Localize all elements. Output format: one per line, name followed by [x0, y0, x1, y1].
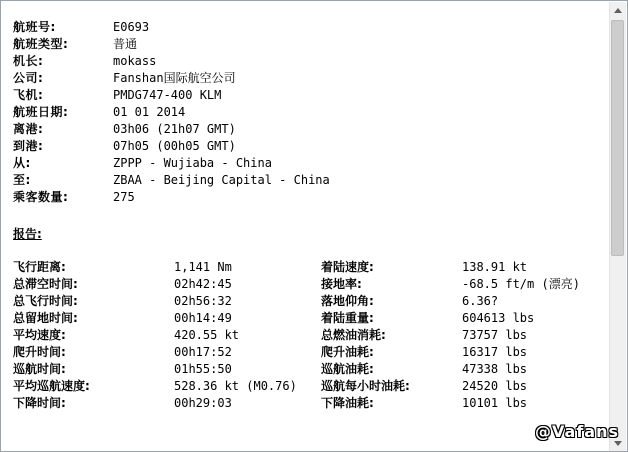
- flight-report-content: [13, 19, 603, 410]
- flight-info-value: Fanshan国际航空公司: [113, 71, 236, 85]
- flight-info-value: ZPPP - Wujiaba - China: [113, 156, 272, 170]
- stat-label: 飞行距离:: [13, 260, 66, 274]
- flight-info-list: [13, 19, 603, 206]
- vertical-scrollbar[interactable]: [609, 2, 626, 452]
- stat-value: 138.91 kt: [462, 260, 528, 274]
- flight-info-row: [13, 172, 603, 189]
- flight-info-label: 乘客数量:: [13, 190, 69, 204]
- stat-label: 总滞空时间:: [13, 277, 78, 291]
- report-stat-row: [13, 259, 613, 276]
- flight-info-row: [13, 189, 603, 206]
- flight-info-row: [13, 155, 603, 172]
- report-stat-row: [13, 293, 613, 310]
- flight-info-label: 公司:: [13, 71, 44, 85]
- flight-info-row: [13, 19, 603, 36]
- stat-value: 604613 lbs: [462, 311, 535, 325]
- stat-value: 24520 lbs: [462, 379, 528, 393]
- flight-info-label: 航班日期:: [13, 105, 69, 119]
- stat-label: 平均速度:: [13, 328, 66, 342]
- flight-info-value: 普通: [113, 37, 138, 51]
- flight-info-row: [13, 121, 603, 138]
- flight-info-value: mokass: [113, 54, 157, 68]
- stat-label: 下降时间:: [13, 396, 66, 410]
- flight-info-row: [13, 70, 603, 87]
- stat-label: 着陆重量:: [321, 311, 374, 325]
- down-arrow-icon: [614, 441, 622, 446]
- partially-visible-line: [13, 442, 17, 452]
- flight-info-row: [13, 87, 603, 104]
- report-stat-row: [13, 378, 613, 395]
- stat-label: 爬升时间:: [13, 345, 66, 359]
- flight-info-value: PMDG747-400 KLM: [113, 88, 222, 102]
- stat-value: 6.36?: [462, 294, 499, 308]
- stat-value: 73757 lbs: [462, 328, 528, 342]
- stat-value: 00h14:49: [174, 311, 232, 325]
- stat-value: 00h17:52: [174, 345, 232, 359]
- watermark-text: @Vafans: [535, 422, 619, 441]
- stat-value: 47338 lbs: [462, 362, 528, 376]
- flight-info-value: 275: [113, 190, 135, 204]
- stat-label: 巡航油耗:: [321, 362, 374, 376]
- stat-label: 爬升油耗:: [321, 345, 374, 359]
- flight-info-value: 07h05 (00h05 GMT): [113, 139, 236, 153]
- flight-info-row: [13, 53, 603, 70]
- flight-info-row: [13, 104, 603, 121]
- stat-value: 02h42:45: [174, 277, 232, 291]
- stat-value: -68.5 ft/m (漂亮): [462, 277, 580, 291]
- flight-info-label: 航班号:: [13, 20, 56, 34]
- report-stat-row: [13, 327, 613, 344]
- flight-info-value: 03h06 (21h07 GMT): [113, 122, 236, 136]
- report-heading: 报告:: [13, 227, 42, 241]
- stat-label: 总留地时间:: [13, 311, 78, 325]
- stat-value: 1,141 Nm: [174, 260, 232, 274]
- stat-value: 528.36 kt (M0.76): [174, 379, 297, 393]
- stat-label: 巡航每小时油耗:: [321, 379, 410, 393]
- flight-info-value: 01 01 2014: [113, 105, 186, 119]
- stat-label: 平均巡航速度:: [13, 379, 90, 393]
- flight-info-value: ZBAA - Beijing Capital - China: [113, 173, 330, 187]
- report-stat-row: [13, 395, 613, 412]
- flight-info-label: 至:: [13, 173, 31, 187]
- report-stat-row: [13, 310, 613, 327]
- scroll-up-button[interactable]: [610, 2, 626, 19]
- stat-label: 巡航时间:: [13, 362, 66, 376]
- stat-value: 00h29:03: [174, 396, 232, 410]
- stat-label: 总燃油消耗:: [321, 328, 386, 342]
- report-stat-row: [13, 344, 613, 361]
- stat-value: 10101 lbs: [462, 396, 528, 410]
- flight-info-label: 飞机:: [13, 88, 44, 102]
- flight-info-label: 到港:: [13, 139, 44, 153]
- report-stat-row: [13, 361, 613, 378]
- flight-info-label: 从:: [13, 156, 31, 170]
- flight-info-label: 航班类型:: [13, 37, 69, 51]
- flight-info-row: [13, 36, 603, 53]
- stat-value: 420.55 kt: [174, 328, 240, 342]
- flight-info-row: [13, 138, 603, 155]
- up-arrow-icon: [614, 8, 622, 13]
- stat-label: 落地仰角:: [321, 294, 374, 308]
- stat-label: 着陆速度:: [321, 260, 374, 274]
- stat-label: 总飞行时间:: [13, 294, 78, 308]
- scrollbar-thumb[interactable]: [611, 20, 624, 256]
- stat-value: 01h55:50: [174, 362, 232, 376]
- flight-info-label: 离港:: [13, 122, 44, 136]
- stat-label: 下降油耗:: [321, 396, 374, 410]
- report-stats-table: [13, 259, 613, 412]
- stat-value: 16317 lbs: [462, 345, 528, 359]
- flight-info-label: 机长:: [13, 54, 44, 68]
- stat-value: 02h56:32: [174, 294, 232, 308]
- stat-label: 接地率:: [321, 277, 362, 291]
- flight-info-value: E0693: [113, 20, 150, 34]
- report-stat-row: [13, 276, 613, 293]
